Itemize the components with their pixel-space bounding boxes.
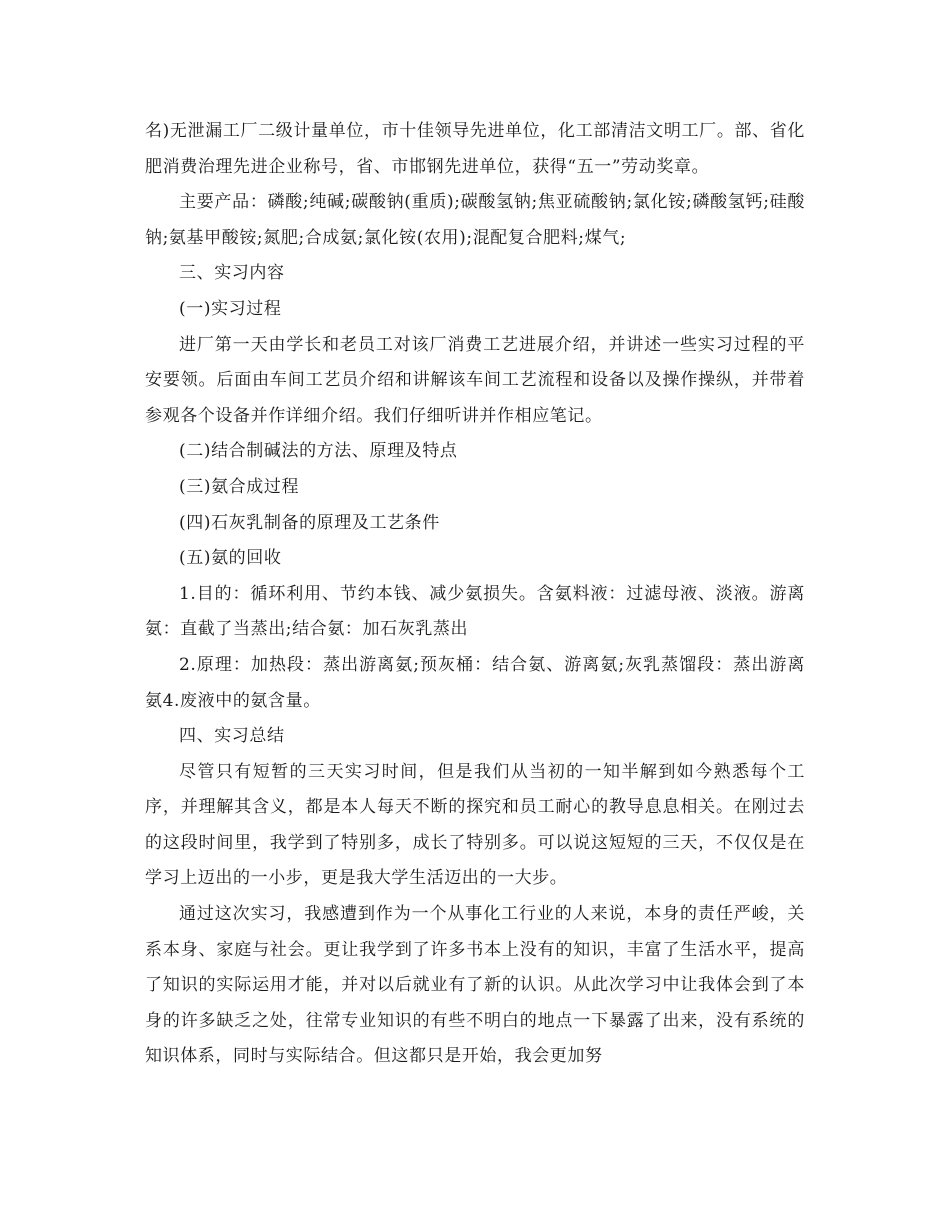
document-body (145, 114, 805, 1075)
paragraph-main-products: 主要产品：磷酸;纯碱;碳酸钠(重质);碳酸氢钠;焦亚硫酸钠;氯化铵;磷酸氢钙;硅酸钠;氨基甲酸铵;氮肥;合成氨;氯化铵(农用);混配复合肥料;煤气; (145, 192, 805, 248)
subheading-combined-soda-method: (二)结合制碱法的方法、原理及特点 (179, 441, 458, 462)
paragraph-principle: 2.原理：加热段：蒸出游离氨;预灰桶：结合氨、游离氨;灰乳蒸馏段：蒸出游离氨4.废液中的氨含量。 (145, 654, 805, 711)
subheading-ammonia-recovery: (五)氨的回收 (179, 548, 282, 569)
paragraph-summary-1: 尽管只有短暂的三天实习时间，但是我们从当初的一知半解到如今熟悉每个工序，并理解其含义，都是本人每天不断的探究和员工耐心的教导息息相关。在刚过去的这段时间里，我学到了特别多，成长了特别多。可以说这短短的三天，不仅仅是在学习上迈出的一小步，更是我大学生活迈出的一大步。 (145, 761, 805, 889)
paragraph-purpose: 1.目的：循环利用、节约本钱、减少氨损失。含氨料液：过滤母液、淡液。游离氨：直截了当蒸出;结合氨：加石灰乳蒸出 (145, 583, 805, 640)
subheading-lime-milk-preparation: (四)石灰乳制备的原理及工艺条件 (179, 512, 440, 533)
paragraph-continuation: 名)无泄漏工厂二级计量单位，市十佳领导先进单位，化工部清洁文明工厂。部、省化肥消费治理先进企业称号，省、市邯钢先进单位，获得“五一”劳动奖章。 (145, 121, 805, 177)
section-heading-internship-content: 三、实习内容 (179, 263, 285, 284)
section-heading-internship-summary: 四、实习总结 (179, 726, 285, 747)
paragraph-summary-2: 通过这次实习，我感遭到作为一个从事化工行业的人来说，本身的责任严峻，关系本身、家庭与社会。更让我学到了许多书本上没有的知识，丰富了生活水平，提高了知识的实际运用才能，并对以后就业有了新的认识。从此次学习中让我体会到了本身的许多缺乏之处，往常专业知识的有些不明白的地点一下暴露了出来，没有系统的知识体系，同时与实际结合。但这都只是开始，我会更加努 (145, 904, 805, 1067)
subheading-internship-process: (一)实习过程 (179, 298, 282, 319)
subheading-ammonia-synthesis: (三)氨合成过程 (179, 476, 300, 497)
paragraph-first-day: 进厂第一天由学长和老员工对该厂消费工艺进展介绍，并讲述一些实习过程的平安要领。后面由车间工艺员介绍和讲解该车间工艺流程和设备以及操作操纵，并带着参观各个设备并作详细介绍。我们仔细听讲并作相应笔记。 (145, 334, 805, 426)
